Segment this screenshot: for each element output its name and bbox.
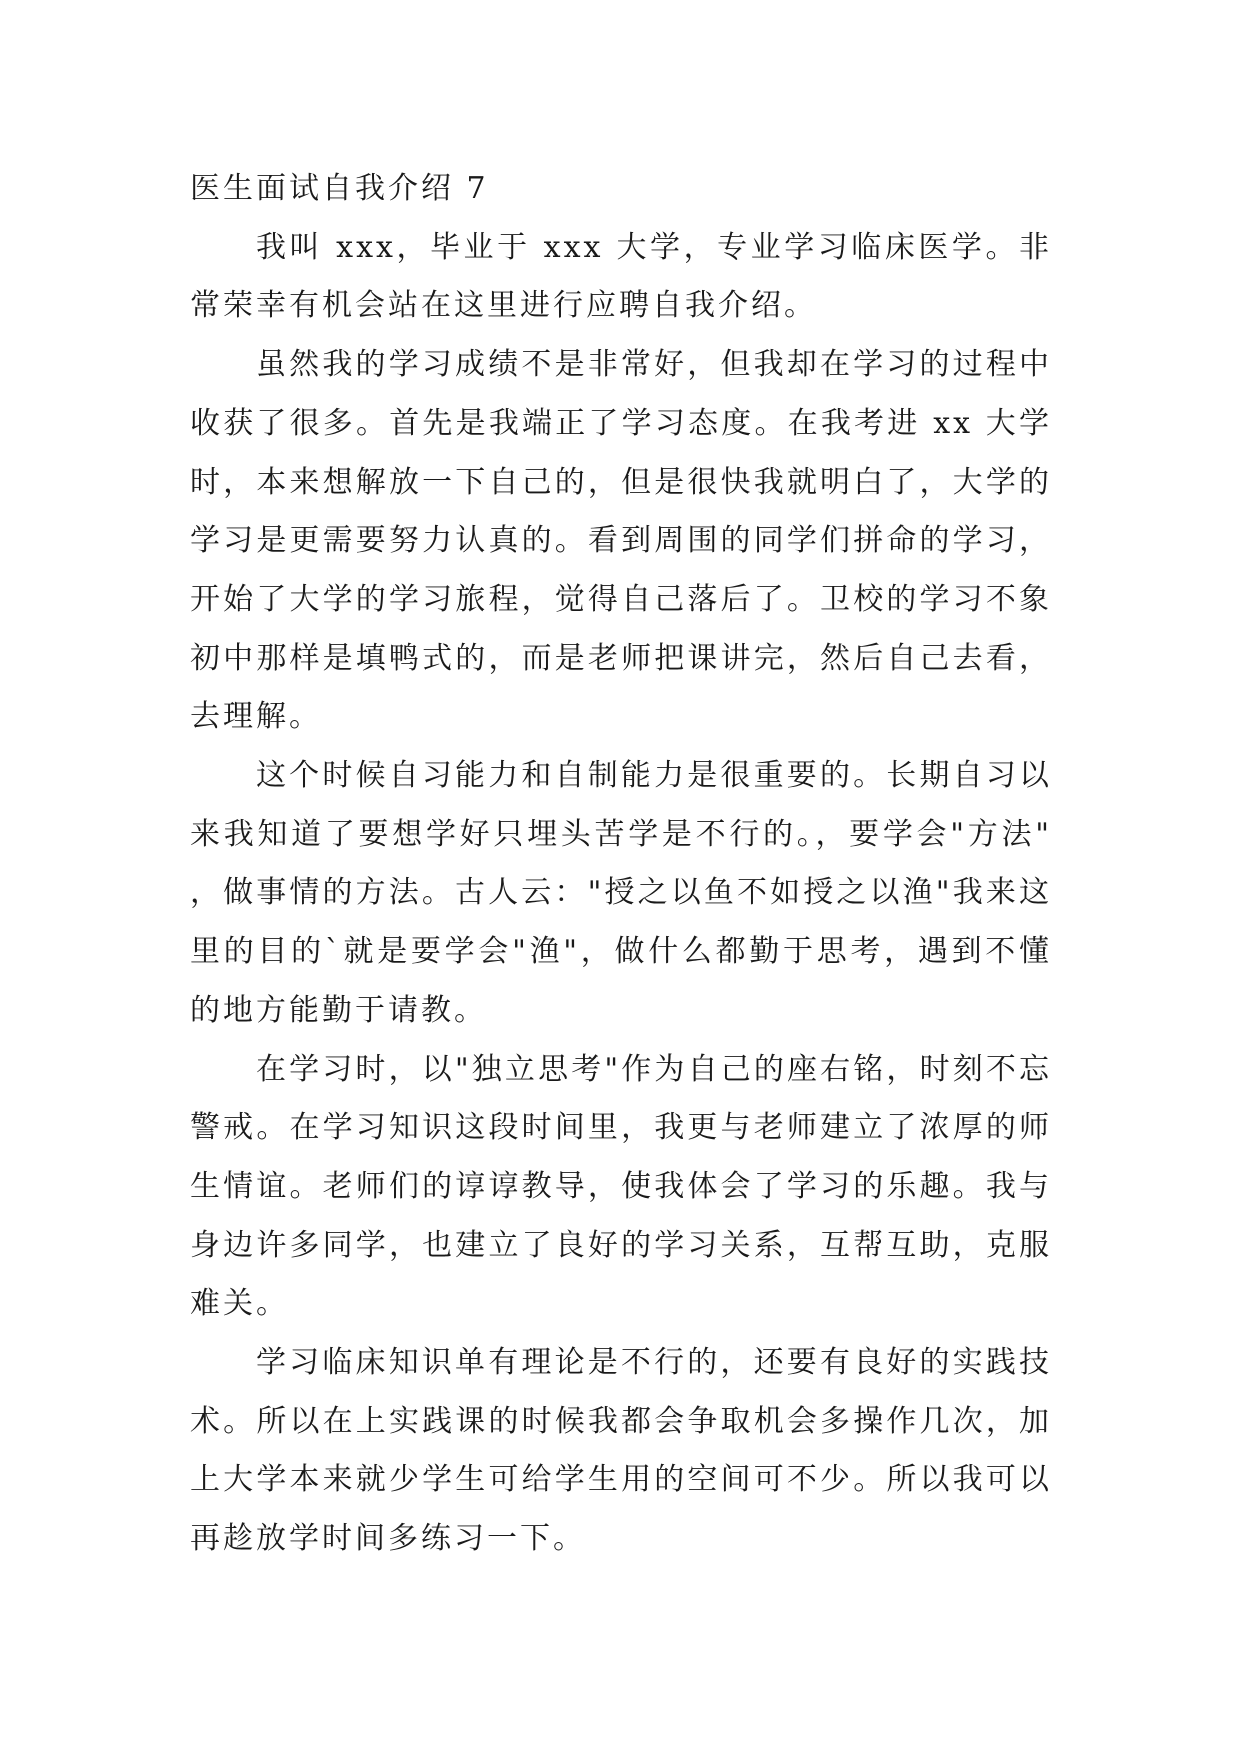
paragraph-clinical-practice: 学习临床知识单有理论是不行的，还要有良好的实践技术。所以在上实践课的时候我都会争取机会多操作几次，加上大学本来就少学生可给学生用的空间可不少。所以我可以再趁放学时间多练习一下。 [190, 1345, 1052, 1557]
paragraph-independent-thinking: 在学习时，以"独立思考"作为自己的座右铭，时刻不忘警戒。在学习知识这段时间里，我更与老师建立了浓厚的师生情谊。老师们的谆谆教导，使我体会了学习的乐趣。我与身边许多同学，也建立了良好的学习关系，互帮互助，克服难关。 [190, 1051, 1052, 1322]
paragraph-study-attitude: 虽然我的学习成绩不是非常好，但我却在学习的过程中收获了很多。首先是我端正了学习态度。在我考进 xx 大学时，本来想解放一下自己的，但是很快我就明白了，大学的学习是更需要努力认真的。看到周围的同学们拼命的学习，开始了大学的学习旅程，觉得自己落后了。卫校的学习不象初中那样是填鸭式的，而是老师把课讲完，然后自己去看，去理解。 [190, 347, 1052, 735]
paragraph-self-study: 这个时候自习能力和自制能力是很重要的。长期自习以来我知道了要想学好只埋头苦学是不行的。，要学会"方法"，做事情的方法。古人云："授之以鱼不如授之以渔"我来这里的目的`就是要学会"渔"，做什么都勤于思考，遇到不懂的地方能勤于请教。 [190, 758, 1052, 1028]
document-body [190, 160, 1052, 1569]
paragraph-intro: 我叫 xxx，毕业于 xxx 大学，专业学习临床医学。非常荣幸有机会站在这里进行应聘自我介绍。 [190, 229, 1052, 324]
document-title: 医生面试自我介绍 7 [190, 171, 489, 206]
